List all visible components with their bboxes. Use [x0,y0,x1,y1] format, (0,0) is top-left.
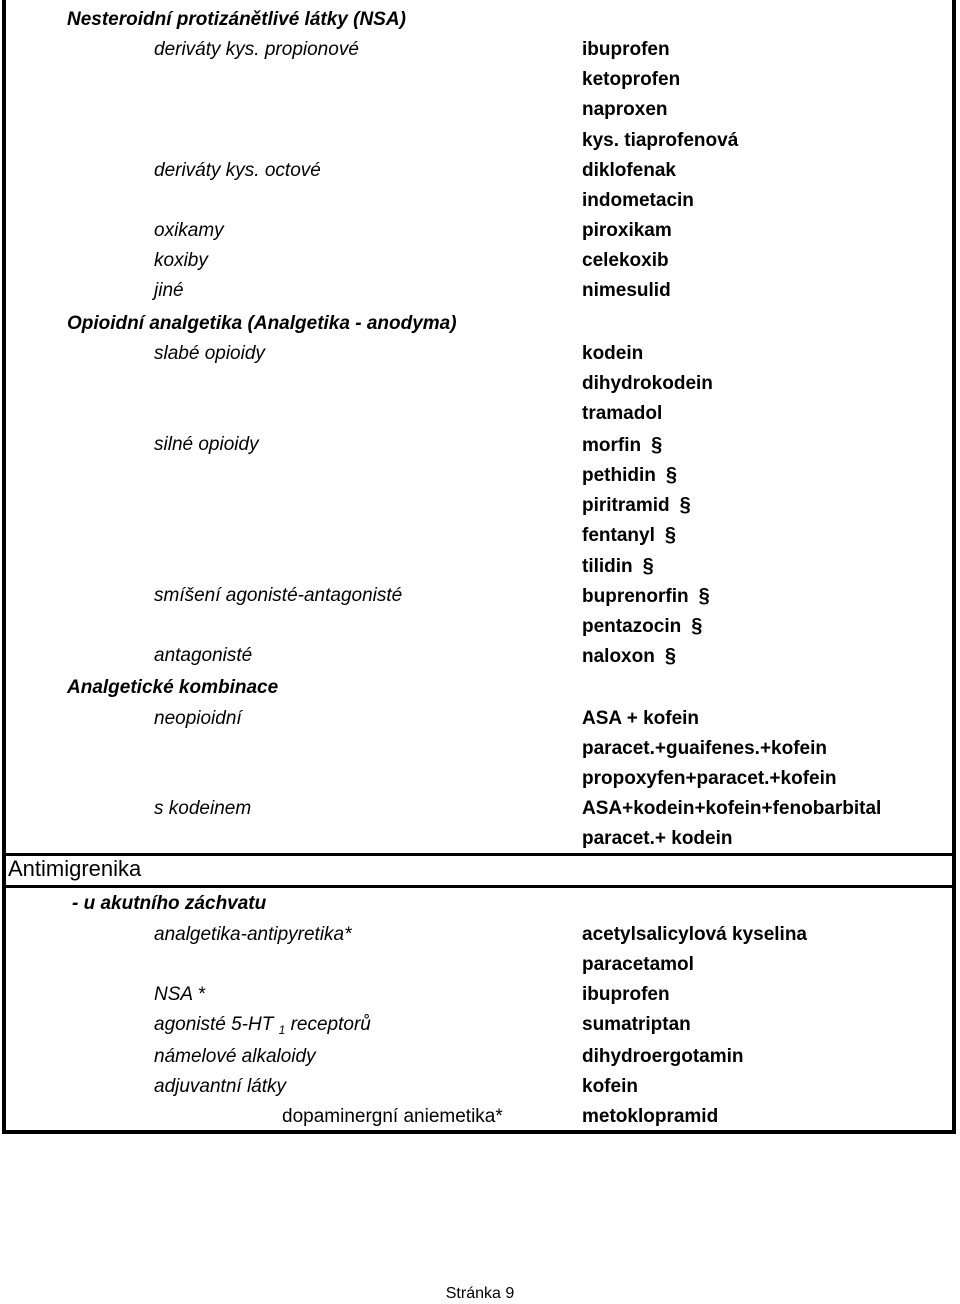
subhead-adjuvantni: adjuvantní látky [154,1076,287,1097]
drug-nimesulid: nimesulid [582,280,671,301]
subhead-skodeinem: s kodeinem [154,798,252,819]
heading-opioid: Opioidní analgetika (Analgetika - anodyma) [67,313,457,334]
drug-pethidin-row [582,464,677,487]
subhead-slabe: slabé opioidy [154,343,265,364]
drug-fentanyl-row [582,524,676,547]
subhead-nsa: NSA * [154,984,206,1005]
narcotic-mark: § [698,585,710,607]
narcotic-mark: § [651,434,663,456]
section-divider-top [2,853,956,856]
section-divider-bottom [2,885,956,888]
subhead-octove: deriváty kys. octové [154,160,321,181]
drug-tilidin: tilidin [582,556,633,577]
drug-paracet-guaifenes: paracet.+guaifenes.+kofein [582,738,827,759]
drug-metoklopramid: metoklopramid [582,1106,719,1127]
agoniste-5ht-label: agonisté 5-HT [154,1014,274,1035]
drug-buprenorfin-row [582,585,710,608]
heading-antimigrenika: Antimigrenika [8,856,142,881]
drug-naproxen: naproxen [582,99,668,120]
drug-tramadol: tramadol [582,403,663,424]
drug-asa-kodein: ASA+kodein+kofein+fenobarbital [582,798,882,819]
drug-pentazocin: pentazocin [582,616,682,637]
drug-sumatriptan: sumatriptan [582,1014,691,1035]
drug-morfin-row [582,434,662,457]
subhead-propionove: deriváty kys. propionové [154,39,359,60]
drug-ibuprofen-2: ibuprofen [582,984,670,1005]
drug-dihydrokodein: dihydrokodein [582,373,713,394]
agoniste-5ht-subscript: 1 [278,1023,286,1037]
drug-buprenorfin: buprenorfin [582,586,689,607]
narcotic-mark: § [664,645,676,667]
drug-naloxon: naloxon [582,646,655,667]
drug-indometacin: indometacin [582,190,694,211]
subhead-antipyretika: analgetika-antipyretika* [154,924,352,945]
narcotic-mark: § [679,494,691,516]
subhead-jine: jiné [154,280,184,301]
drug-kofein: kofein [582,1076,638,1097]
subhead-antagoniste: antagonisté [154,645,253,666]
drug-pethidin: pethidin [582,465,656,486]
table-border-bottom [2,1130,956,1134]
drug-ketoprofen: ketoprofen [582,69,681,90]
drug-tiaprofenova: kys. tiaprofenová [582,130,739,151]
drug-pentazocin-row [582,615,702,638]
drug-propoxyfen: propoxyfen+paracet.+kofein [582,768,837,789]
subhead-dopaminergni: dopaminergní aniemetika* [282,1106,503,1127]
drug-piroxikam: piroxikam [582,220,672,241]
narcotic-mark: § [691,615,703,637]
drug-dihydroergotamin: dihydroergotamin [582,1046,744,1067]
page-number: Stránka 9 [445,1285,515,1302]
table-border-left [2,0,6,1134]
subhead-silne: silné opioidy [154,434,259,455]
drug-piritramid-row [582,494,691,517]
drug-diklofenak: diklofenak [582,160,676,181]
heading-akutni: - u akutního záchvatu [72,893,267,914]
drug-paracetamol: paracetamol [582,954,694,975]
drug-celekoxib: celekoxib [582,250,669,271]
subhead-namelove: námelové alkaloidy [154,1046,316,1067]
drug-paracet-kodein: paracet.+ kodein [582,828,733,849]
heading-kombinace: Analgetické kombinace [67,677,279,698]
heading-nsa: Nesteroidní protizánětlivé látky (NSA) [67,9,406,30]
subhead-koxiby: koxiby [154,250,208,271]
subhead-agoniste-5ht [154,1014,371,1041]
subhead-neopioidni: neopioidní [154,708,242,729]
narcotic-mark: § [665,464,678,486]
drug-piritramid: piritramid [582,495,670,516]
agoniste-5ht-tail: receptorů [290,1014,371,1035]
subhead-oxikamy: oxikamy [154,220,224,241]
narcotic-mark: § [664,524,676,546]
drug-naloxon-row [582,645,676,668]
drug-morfin: morfin [582,435,642,456]
drug-tilidin-row [582,555,654,578]
narcotic-mark: § [642,555,654,577]
drug-fentanyl: fentanyl [582,525,655,546]
table-border-right [952,0,956,1134]
drug-asa-full: acetylsalicylová kyselina [582,924,807,945]
drug-kodein: kodein [582,343,644,364]
drug-ibuprofen: ibuprofen [582,39,670,60]
subhead-smiseni: smíšení agonisté-antagonisté [154,585,403,606]
drug-asa-kofein: ASA + kofein [582,708,700,729]
